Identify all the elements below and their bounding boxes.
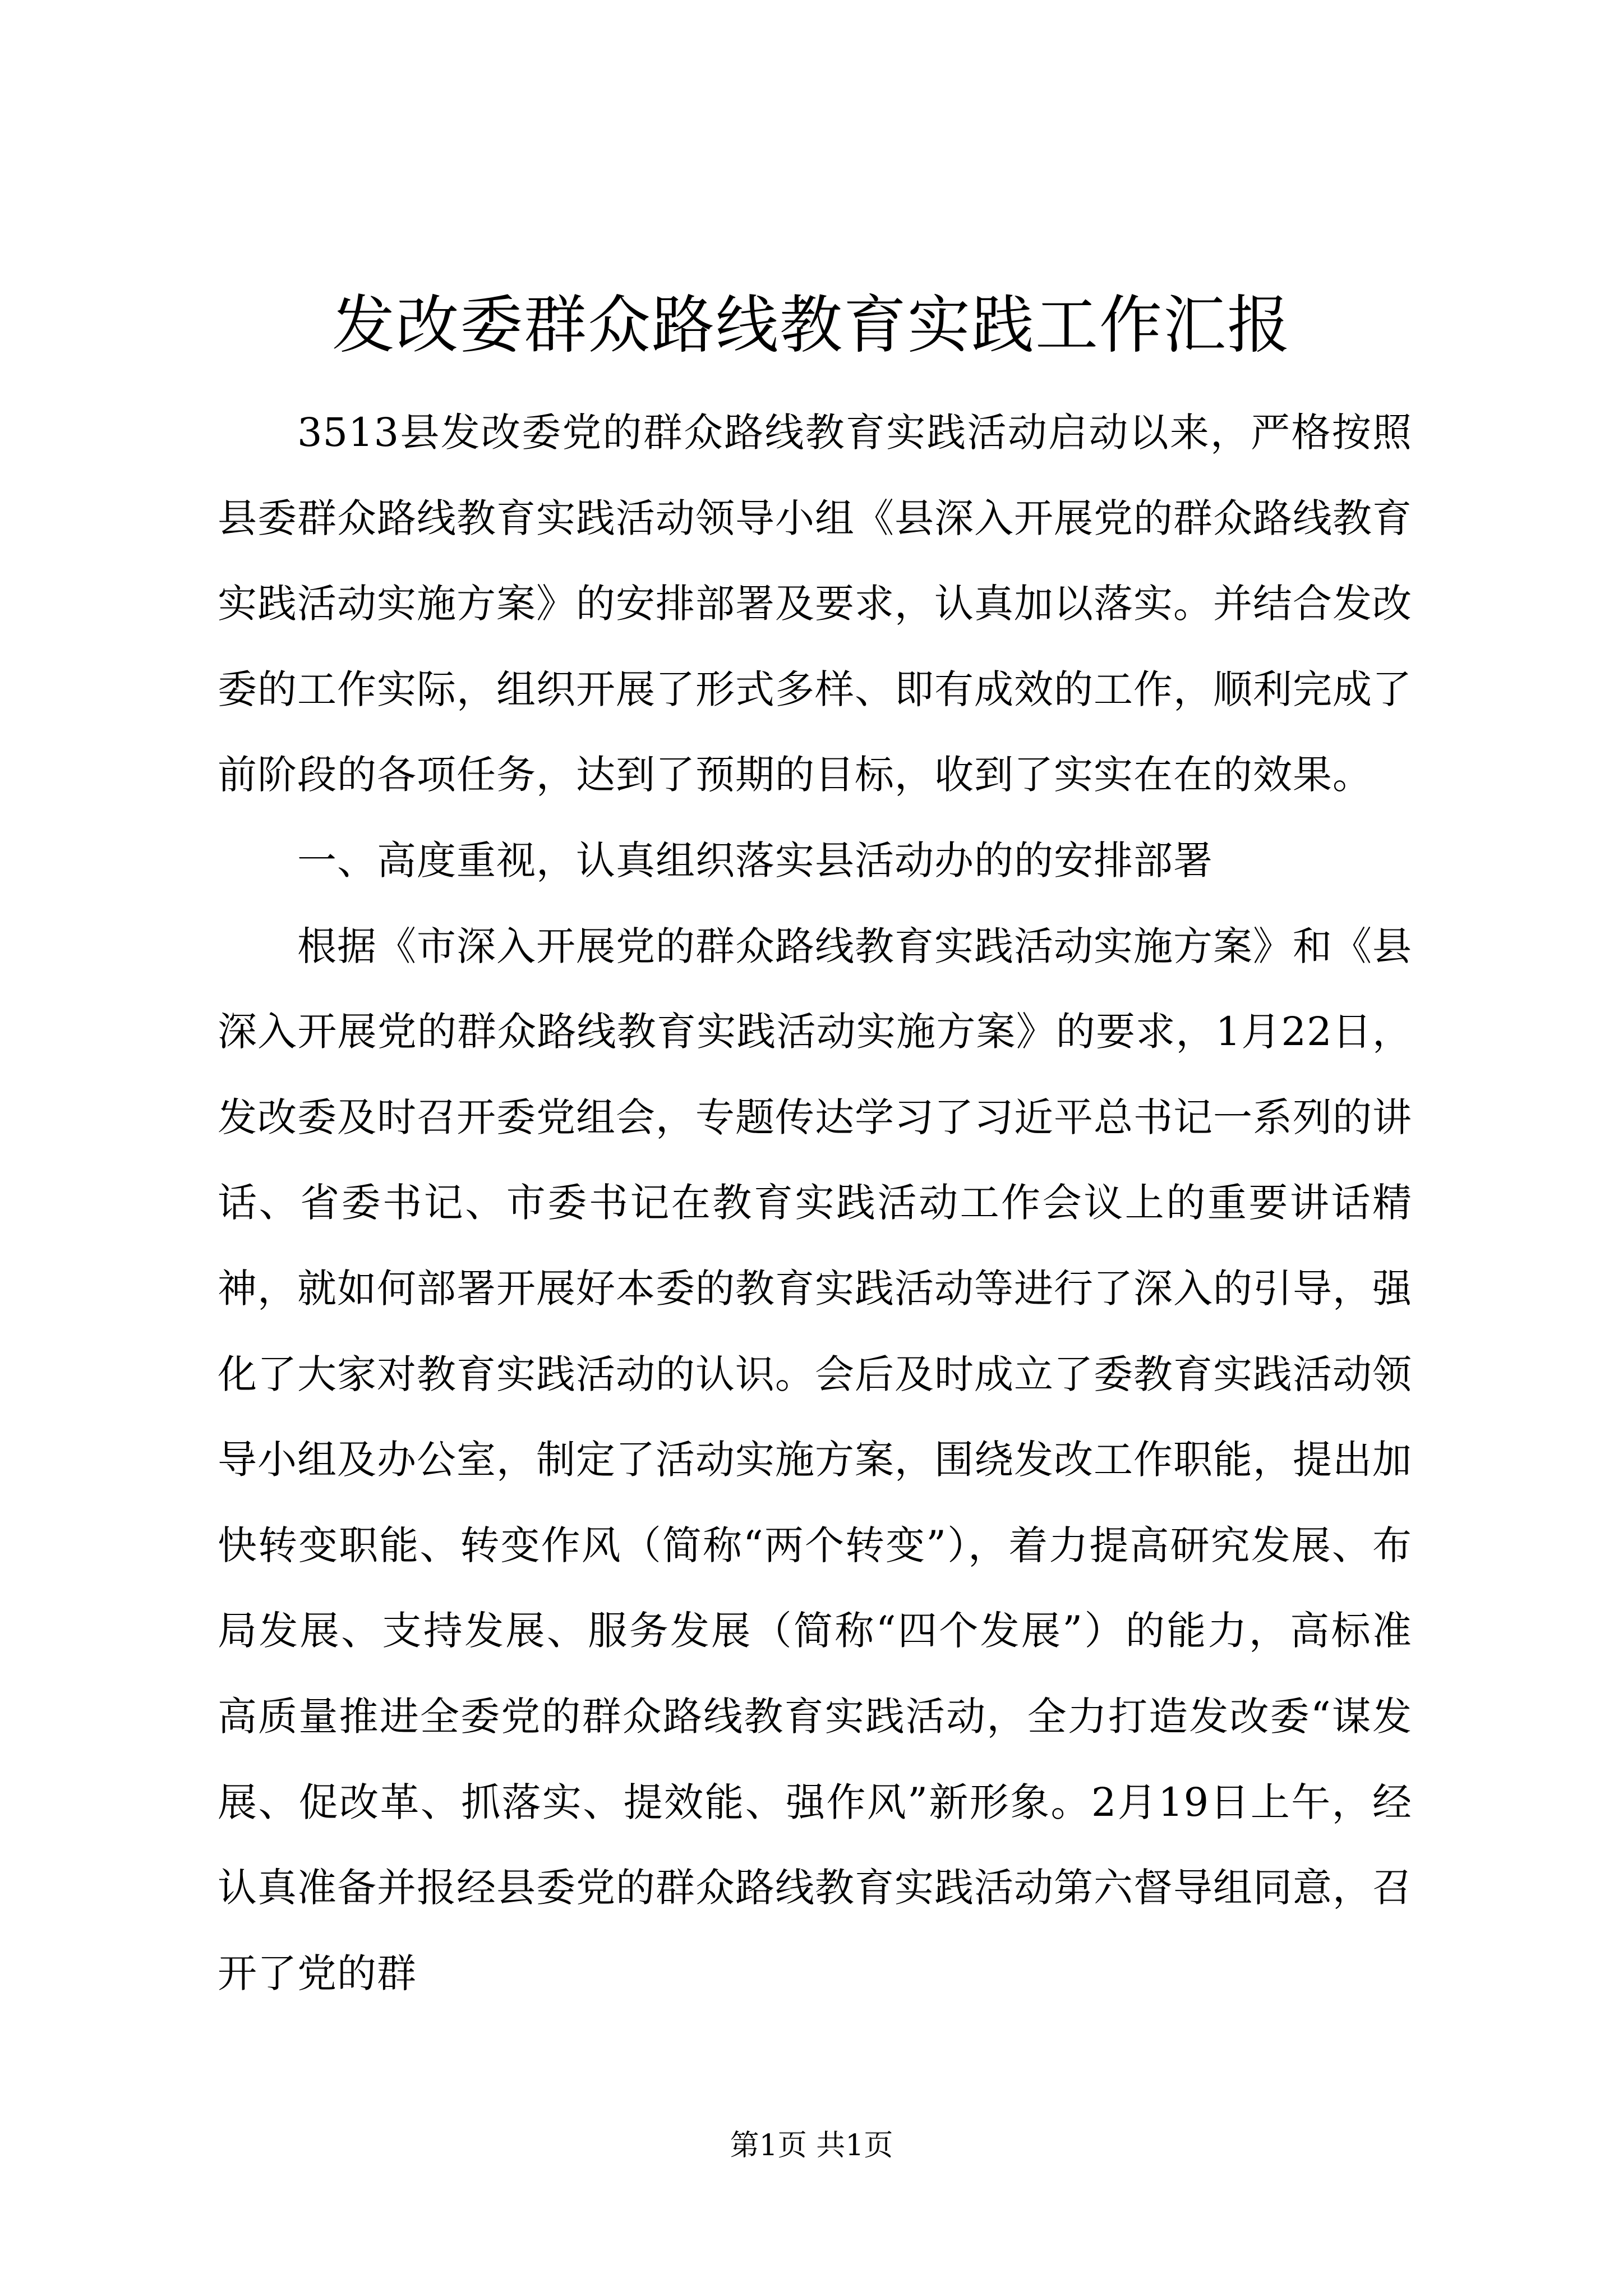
document-title: 发改委群众路线教育实践工作汇报 bbox=[332, 289, 1291, 362]
paragraph-intro: 3513县发改委党的群众路线教育实践活动启动以来，严格按照县委群众路线教育实践活动领导小组《县深入开展党的群众路线教育实践活动实施方案》的安排部署及要求，认真加以落实。并结合发改委的工作实际，组织开展了形式多样、即有成效的工作，顺利完成了前阶段的各项任务，达到了预期的目标，收到了实实在在的效果。 bbox=[218, 409, 1412, 798]
page-number-footer: 第1页 共1页 bbox=[730, 2129, 893, 2162]
section-heading-1: 一、高度重视，认真组织落实县活动办的的安排部署 bbox=[297, 837, 1213, 884]
document-body bbox=[218, 390, 1412, 2016]
paragraph-section-1: 根据《市深入开展党的群众路线教育实践活动实施方案》和《县深入开展党的群众路线教育实践活动实施方案》的要求，1月22日，发改委及时召开委党组会，专题传达学习了习近平总书记一系列的讲话、省委书记、市委书记在教育实践活动工作会议上的重要讲话精神，就如何部署开展好本委的教育实践活动等进行了深入的引导，强化了大家对教育实践活动的认识。会后及时成立了委教育实践活动领导小组及办公室，制定了活动实施方案，围绕发改工作职能，提出加快转变职能、转变作风（简称“两个转变”），着力提高研究发展、布局发展、支持发展、服务发展（简称“四个发展”）的能力，高标准高质量推进全委党的群众路线教育实践活动，全力打造发改委“谋发展、促改革、抓落实、提效能、强作风”新形象。2月19日上午，经认真准备并报经县委党的群众路线教育实践活动第六督导组同意，召开了党的群 bbox=[218, 923, 1412, 1996]
